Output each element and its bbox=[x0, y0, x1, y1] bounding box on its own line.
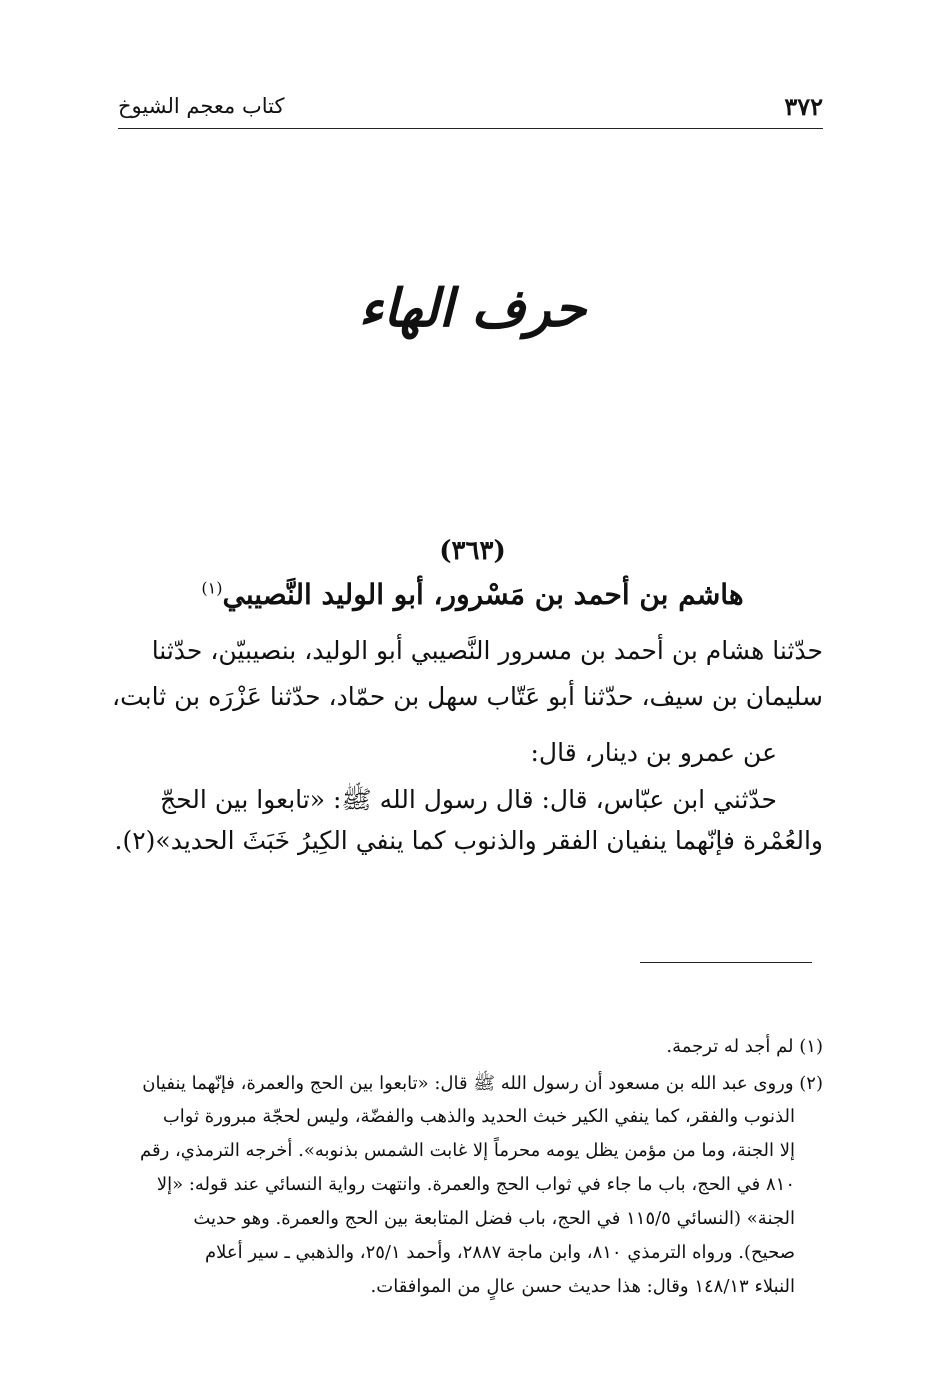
footnote-line: الجنة» (النسائي ١١٥/٥ في الحج، باب فضل المتابعة بين الحج والعمرة. وهو حديث bbox=[193, 1208, 795, 1229]
footnote-reference: (١) bbox=[201, 578, 223, 598]
footnote-line: ٨١٠ في الحج، باب ما جاء في ثواب الحج والعمرة. وانتهت رواية النسائي عند قوله: «إلا bbox=[156, 1174, 795, 1195]
footnote-line: الذنوب والفقر، كما ينفي الكير خبث الحديد والذهب والفضّة، وليس لحجّة مبرورة ثواب bbox=[162, 1106, 795, 1127]
footnote-line: (٢) وروى عبد الله بن مسعود أن رسول الله ﷺ قال: «تابعوا بين الحج والعمرة، فإنّهما ينفيان bbox=[142, 1073, 823, 1094]
body-text-line: حدّثني ابن عبّاس، قال: قال رسول الله ﷺ: «تابعوا بين الحجّ bbox=[160, 785, 777, 814]
footnote-line: (١) لم أجد له ترجمة. bbox=[666, 1036, 823, 1057]
body-text-line: والعُمْرة فإنّهما ينفيان الفقر والذنوب كما ينفي الكِيرُ خَبَثَ الحديد»(٢). bbox=[114, 826, 823, 855]
footnote-separator bbox=[640, 962, 812, 963]
page-number: ٣٧٢ bbox=[784, 92, 823, 121]
body-text-line: حدّثنا هشام بن أحمد بن مسرور النَّصيبي أبو الوليد، بنصيبيّن، حدّثنا bbox=[151, 636, 823, 665]
body-text-line: سليمان بن سيف، حدّثنا أبو عَتّاب سهل بن حمّاد، حدّثنا عَزْرَه بن ثابت، bbox=[112, 682, 823, 711]
footnote-line: صحيح). ورواه الترمذي ٨١٠، وابن ماجة ٢٨٨٧، وأحمد ٢٥/١، والذهبي ـ سير أعلام bbox=[205, 1242, 795, 1263]
chapter-title: حرف الهاء bbox=[358, 278, 587, 339]
running-title: كتاب معجم الشيوخ bbox=[118, 94, 285, 118]
page-header bbox=[118, 92, 823, 129]
entry-heading bbox=[0, 578, 945, 611]
body-text-line: عن عمرو بن دينار، قال: bbox=[530, 738, 777, 767]
footnote-line: إلا الجنة، وما من مؤمن يظل يومه محرماً إلا غابت الشمس بذنوبه». أخرجه الترمذي، رقم bbox=[140, 1140, 795, 1161]
entry-name: هاشم بن أحمد بن مَسْرور، أبو الوليد النَّصيبي bbox=[222, 578, 744, 611]
footnote-line: النبلاء ١٤٨/١٣ وقال: هذا حديث حسن عالٍ من الموافقات. bbox=[370, 1276, 795, 1297]
entry-number: (٣٦٣) bbox=[439, 536, 506, 566]
